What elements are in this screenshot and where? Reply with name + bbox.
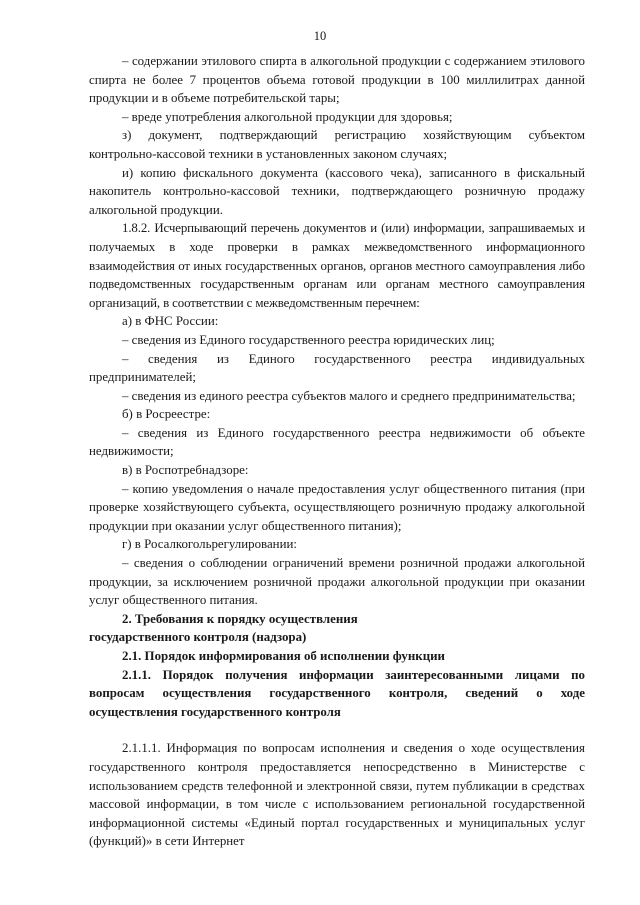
- paragraph: – вреде употребления алкогольной продукции для здоровья;: [122, 109, 453, 124]
- paragraph: з) документ, подтверждающий регистрацию хозяйствующим субъектом контрольно-кассовой техники в установленных законом случаях;: [89, 128, 585, 161]
- subsubsection-heading: 2.1.1. Порядок получения информации заинтересованными лицами по вопросам осуществления государственного контроля, сведений о ходе осуществления государственного контроля: [89, 667, 585, 719]
- paragraph: и) копию фискального документа (кассового чека), записанного в фискальный накопитель контрольно-кассовой техники, подтверждающего розничную продажу алкогольной продукции.: [89, 165, 585, 217]
- section-heading-line: 2. Требования к порядку осуществления: [122, 611, 358, 626]
- paragraph: в) в Роспотребнадзоре:: [122, 463, 249, 478]
- paragraph: 2.1.1.1. Информация по вопросам исполнения и сведения о ходе осуществления государственного контроля предоставляется непосредственно в Министерстве с использованием средств телефонной и электронной связи, путем публикации в средствах массовой информации, в том числе с использованием региональной государственной информационной системы «Единый портал государственных и муниципальных услуг (функций)» в сети Интернет: [89, 741, 585, 849]
- paragraph: 1.8.2. Исчерпывающий перечень документов и (или) информации, запрашиваемых и получаемых в ходе проверки в рамках межведомственного информационного взаимодействия от иных государственных органов, органов местного самоуправления либо подведомственных государственным органам или органам местного самоуправления организаций, в соответствии с межведомственным перечнем:: [89, 221, 585, 310]
- paragraph: – сведения из Единого государственного реестра юридических лиц;: [122, 332, 495, 347]
- section-heading: [89, 610, 585, 647]
- section-heading-line: государственного контроля (надзора): [89, 630, 307, 645]
- paragraph: – копию уведомления о начале предоставления услуг общественного питания (при проверке хозяйствующего субъекта, осуществляющего розничную продажу алкогольной продукции при оказании услуг общественного питания);: [89, 481, 585, 533]
- page-number: 10: [313, 29, 327, 43]
- paragraph: б) в Росреестре:: [122, 407, 211, 422]
- paragraph: а) в ФНС России:: [122, 314, 219, 329]
- paragraph: – содержании этилового спирта в алкогольной продукции с содержанием этилового спирта не более 7 процентов объема готовой продукции в 100 миллилитрах данной продукции и в объеме потребительской тары;: [89, 54, 585, 106]
- paragraph: – сведения из единого реестра субъектов малого и среднего предпринимательства;: [122, 388, 576, 403]
- document-body: [89, 52, 585, 851]
- paragraph: – сведения из Единого государственного реестра индивидуальных предпринимателей;: [89, 351, 585, 385]
- subsection-heading: 2.1. Порядок информирования об исполнении функции: [122, 649, 445, 663]
- paragraph: – сведения из Единого государственного реестра недвижимости об объекте недвижимости;: [89, 425, 585, 459]
- paragraph: – сведения о соблюдении ограничений времени розничной продажи алкогольной продукции, за исключением розничной продажи алкогольной продукции при оказании услуг общественного питания.: [89, 556, 585, 608]
- paragraph: г) в Росалкогольрегулировании:: [122, 537, 297, 552]
